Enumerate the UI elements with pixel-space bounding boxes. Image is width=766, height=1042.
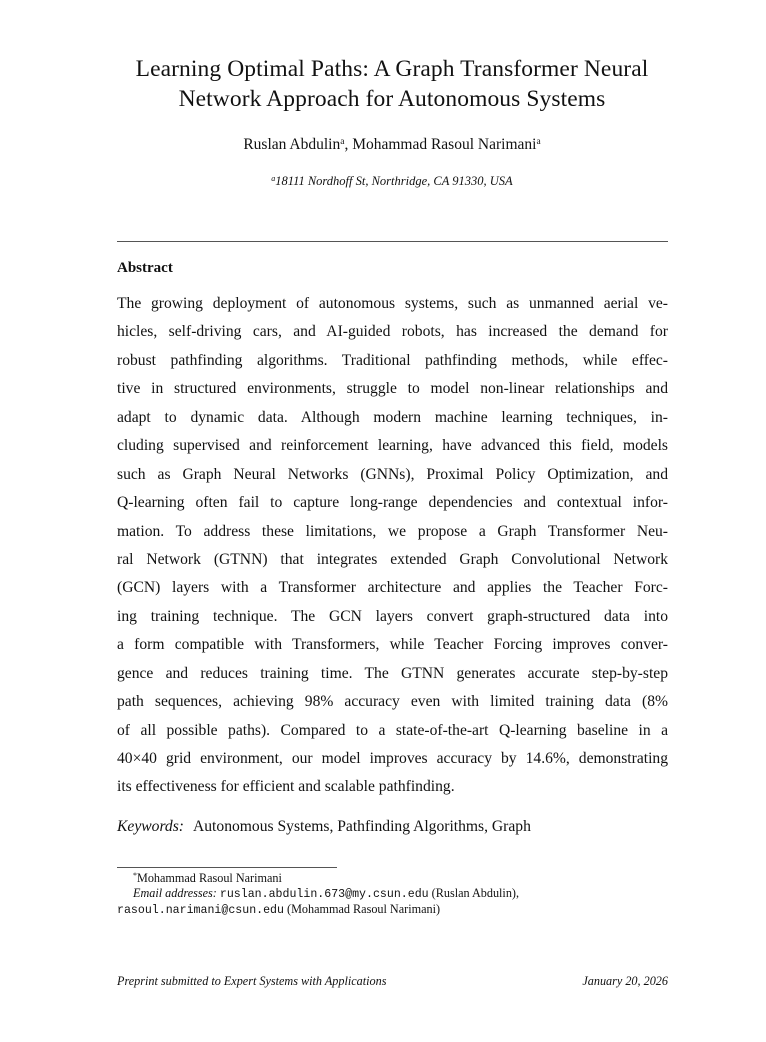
- footnote-mark: *: [133, 871, 137, 880]
- email-label: Email addresses:: [133, 886, 217, 900]
- abstract-line: tive in structured environments, struggle to model non-linear relationships and: [117, 380, 668, 398]
- email-owner: (Ruslan Abdulin),: [431, 886, 520, 900]
- email-link[interactable]: rasoul.narimani@csun.edu: [117, 904, 284, 917]
- abstract-line: The growing deployment of autonomous systems, such as unmanned aerial ve-: [117, 295, 668, 312]
- abstract-line: 40×40 grid environment, our model improves accuracy by 14.6%, demonstrating: [117, 750, 668, 767]
- abstract-body: [117, 290, 668, 802]
- affiliation-mark: a: [340, 137, 345, 147]
- paper-title: [100, 54, 684, 114]
- corresponding-author-name: Mohammad Rasoul Narimani: [137, 871, 282, 885]
- title-line-1: Learning Optimal Paths: A Graph Transformer Neural: [135, 56, 649, 82]
- email-link[interactable]: ruslan.abdulin.673@my.csun.edu: [219, 888, 429, 901]
- footnote-email-line-2: [117, 902, 677, 918]
- abstract-line: its effectiveness for efficient and scalable pathfinding.: [117, 778, 455, 796]
- abstract-line: ral Network (GTNN) that integrates extended Graph Convolutional Network: [117, 550, 668, 568]
- keywords-text: Autonomous Systems, Pathfinding Algorithms, Graph: [193, 818, 531, 835]
- abstract-line: Q-learning often fail to capture long-range dependencies and contextual infor-: [117, 494, 668, 512]
- abstract-line: a form compatible with Transformers, while Teacher Forcing improves conver-: [117, 636, 668, 654]
- abstract-line: (GCN) layers with a Transformer architecture and applies the Teacher Forc-: [117, 579, 668, 597]
- abstract-top-rule: [117, 241, 668, 242]
- affiliation-mark: a: [271, 174, 276, 183]
- author-list: [100, 136, 684, 154]
- footnote-email-line-1: [117, 886, 677, 902]
- abstract-line: such as Graph Neural Networks (GNNs), Proximal Policy Optimization, and: [117, 465, 668, 483]
- abstract-line: cluding supervised and reinforcement learning, have advanced this field, models: [117, 437, 668, 455]
- author-name: Ruslan Abdulin: [243, 136, 341, 153]
- abstract-line: gence and reduces training time. The GTNN generates accurate step-by-step: [117, 664, 668, 682]
- author-name: Mohammad Rasoul Narimani: [352, 136, 537, 153]
- keywords-label: Keywords:: [117, 818, 184, 835]
- footnote: [117, 871, 677, 918]
- author-separator: ,: [344, 136, 353, 153]
- keywords: [117, 817, 531, 837]
- abstract-line: ing training technique. The GCN layers convert graph-structured data into: [117, 607, 668, 625]
- footer-date: January 20, 2026: [582, 974, 668, 988]
- abstract-line: robust pathfinding algorithms. Traditional pathfinding methods, while effec-: [117, 351, 668, 369]
- footnote-rule: [117, 867, 337, 868]
- abstract-line: adapt to dynamic data. Although modern machine learning techniques, in-: [117, 408, 668, 426]
- abstract-line: path sequences, achieving 98% accuracy even with limited training data (8%: [117, 693, 668, 711]
- footer-preprint-note: Preprint submitted to Expert Systems with Applications: [117, 974, 387, 988]
- affiliation: [100, 173, 684, 189]
- abstract-heading: Abstract: [117, 260, 173, 276]
- abstract-line: mation. To address these limitations, we propose a Graph Transformer Neu-: [117, 522, 668, 540]
- abstract-line: hicles, self-driving cars, and AI-guided robots, has increased the demand for: [117, 323, 668, 341]
- title-line-2: Network Approach for Autonomous Systems: [178, 86, 606, 112]
- abstract-line: of all possible paths). Compared to a state-of-the-art Q-learning baseline in a: [117, 721, 668, 739]
- email-owner: (Mohammad Rasoul Narimani): [287, 902, 441, 916]
- affiliation-address: 18111 Nordhoff St, Northridge, CA 91330, USA: [275, 174, 513, 188]
- affiliation-mark: a: [536, 137, 541, 147]
- footnote-corresponding-author: [117, 871, 677, 886]
